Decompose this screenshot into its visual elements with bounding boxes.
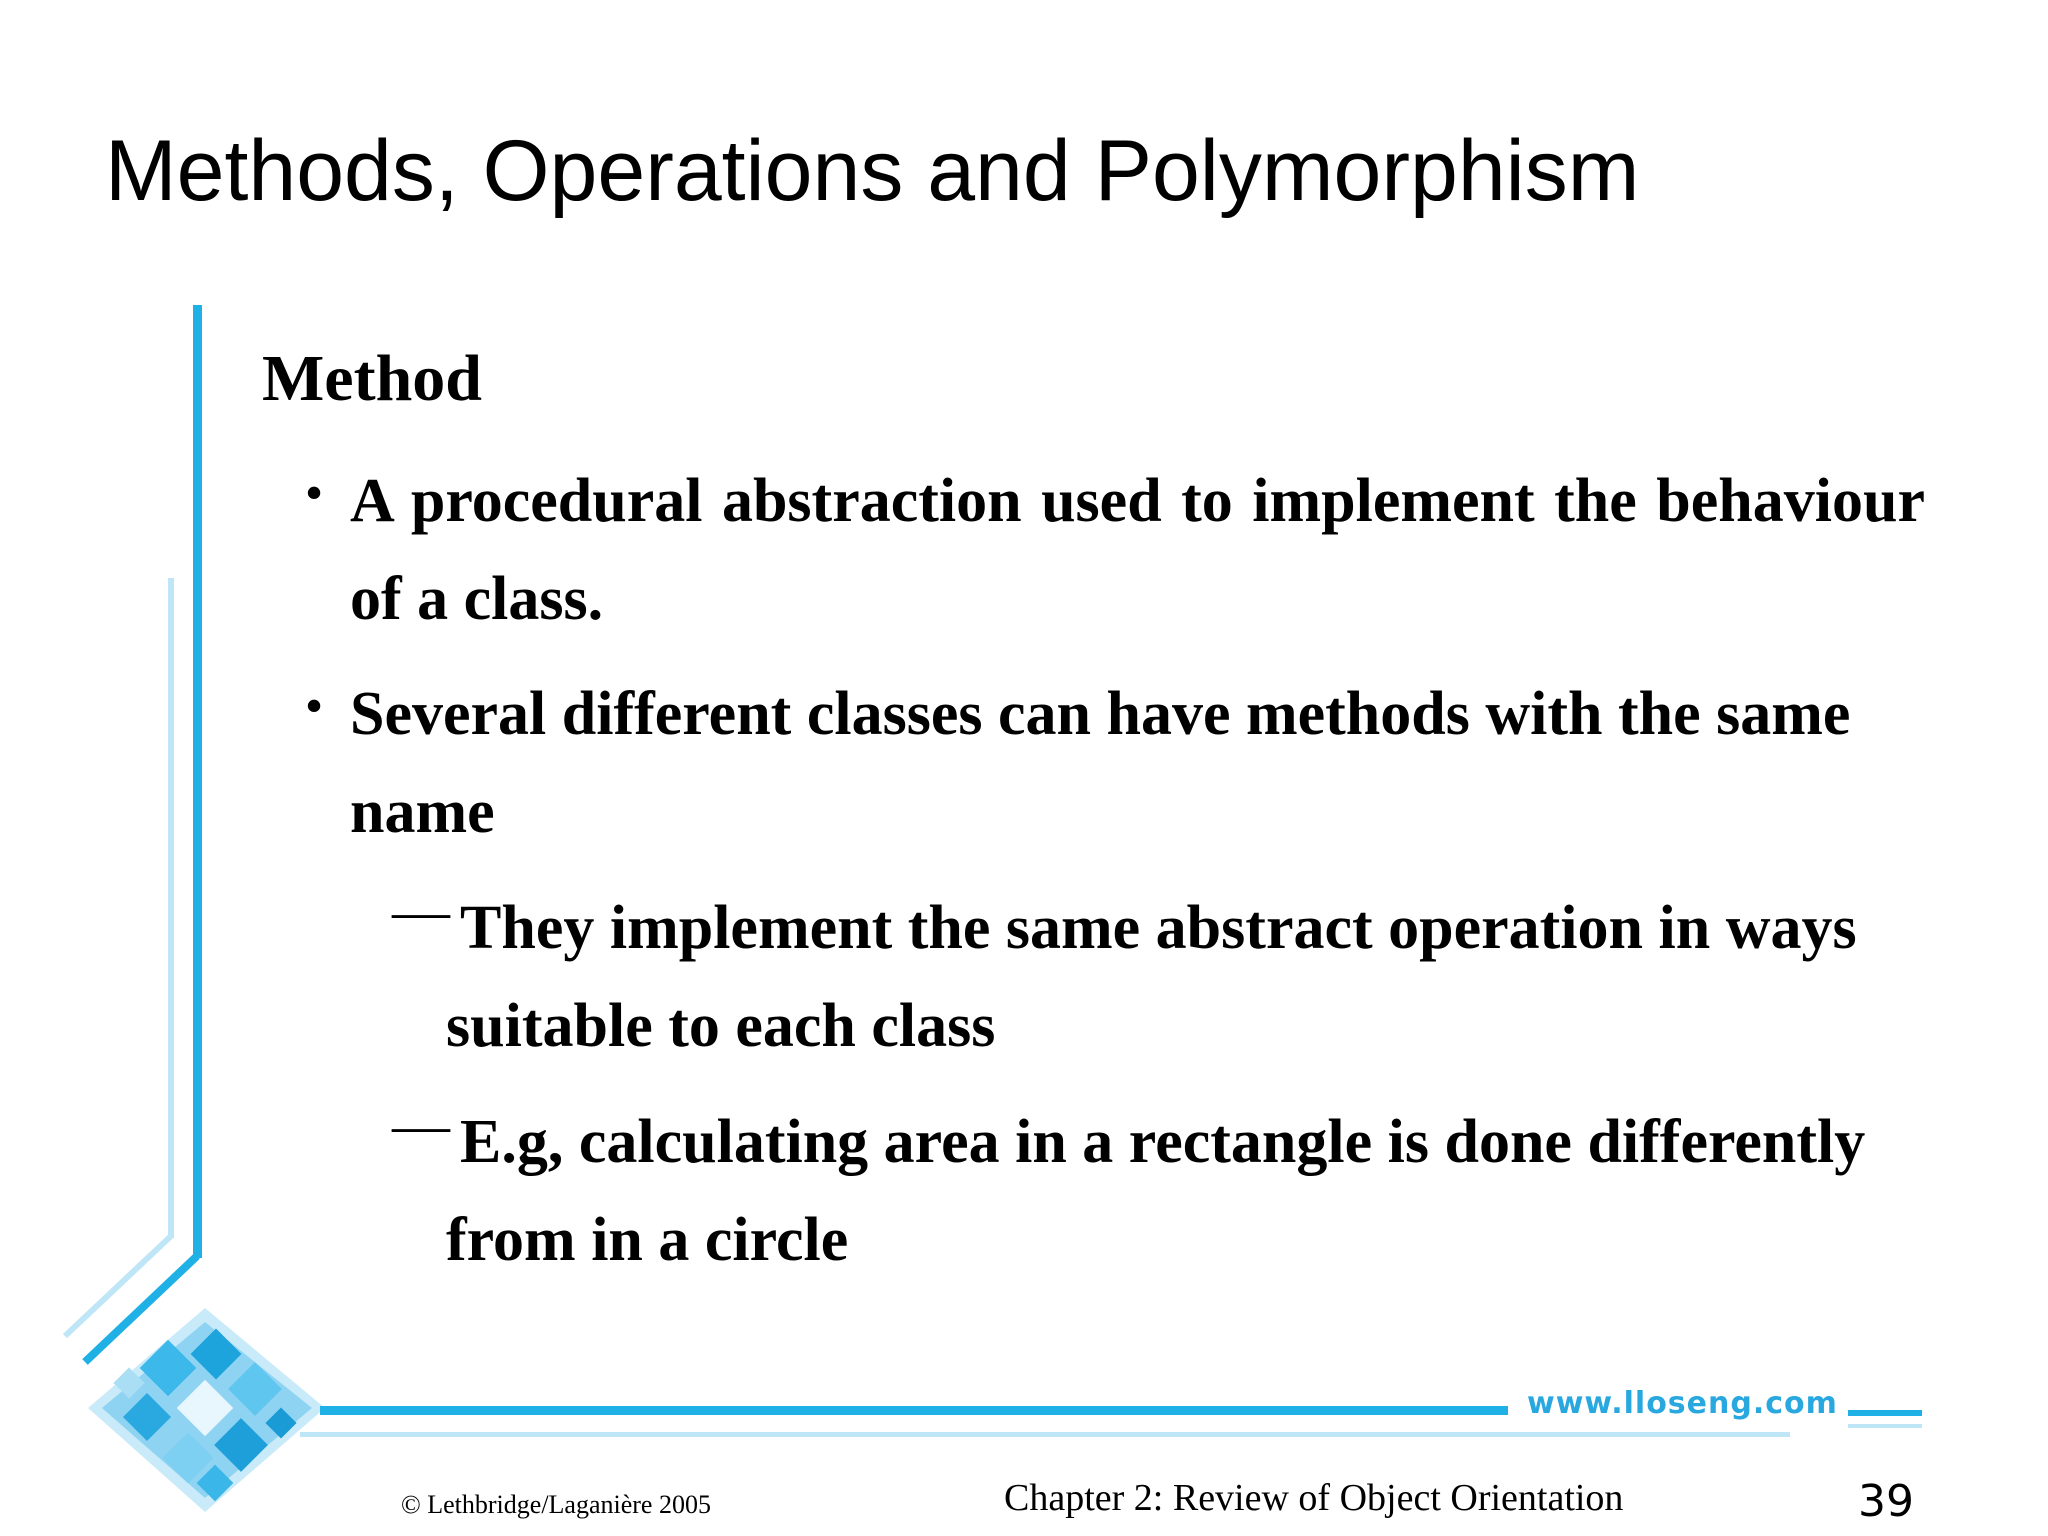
footer-copyright: © Lethbridge/Laganière 2005 bbox=[401, 1490, 711, 1519]
page-number: 39 bbox=[1858, 1476, 1914, 1527]
left-accent-line-light bbox=[168, 578, 174, 1238]
footer-chapter: Chapter 2: Review of Object Orientation bbox=[1004, 1477, 1624, 1519]
bullet-marker: • bbox=[306, 467, 323, 518]
diagonal-accent-light bbox=[65, 1236, 171, 1336]
bottom-accent-line-end-light bbox=[1848, 1424, 1922, 1428]
sub-bullet-dash: — bbox=[392, 878, 450, 943]
left-accent-line bbox=[193, 305, 202, 1258]
bullet-marker: • bbox=[306, 680, 323, 731]
sub-bullet-text-same-abstract-operation: They implement the same abstract operation in ways suitable to each class bbox=[446, 894, 1857, 1060]
section-heading: Method bbox=[262, 342, 482, 415]
diamond-mosaic-icon bbox=[88, 1308, 325, 1512]
bullet-text-several-classes: Several different classes can have methods with the same name bbox=[350, 680, 1851, 846]
slide-title: Methods, Operations and Polymorphism bbox=[105, 123, 1640, 219]
sub-bullet-text-rectangle-example: E.g, calculating area in a rectangle is done differently from in a circle bbox=[446, 1108, 1866, 1274]
bottom-accent-line bbox=[320, 1406, 1508, 1415]
footer-url: www.lloseng.com bbox=[1527, 1386, 1838, 1421]
bullet-text-procedural-abstraction: A procedural abstraction used to implement the behaviour of a class. bbox=[350, 467, 1925, 633]
bottom-accent-line-end bbox=[1848, 1410, 1922, 1416]
bottom-accent-line-light bbox=[300, 1432, 1790, 1437]
sub-bullet-dash: — bbox=[392, 1092, 450, 1157]
